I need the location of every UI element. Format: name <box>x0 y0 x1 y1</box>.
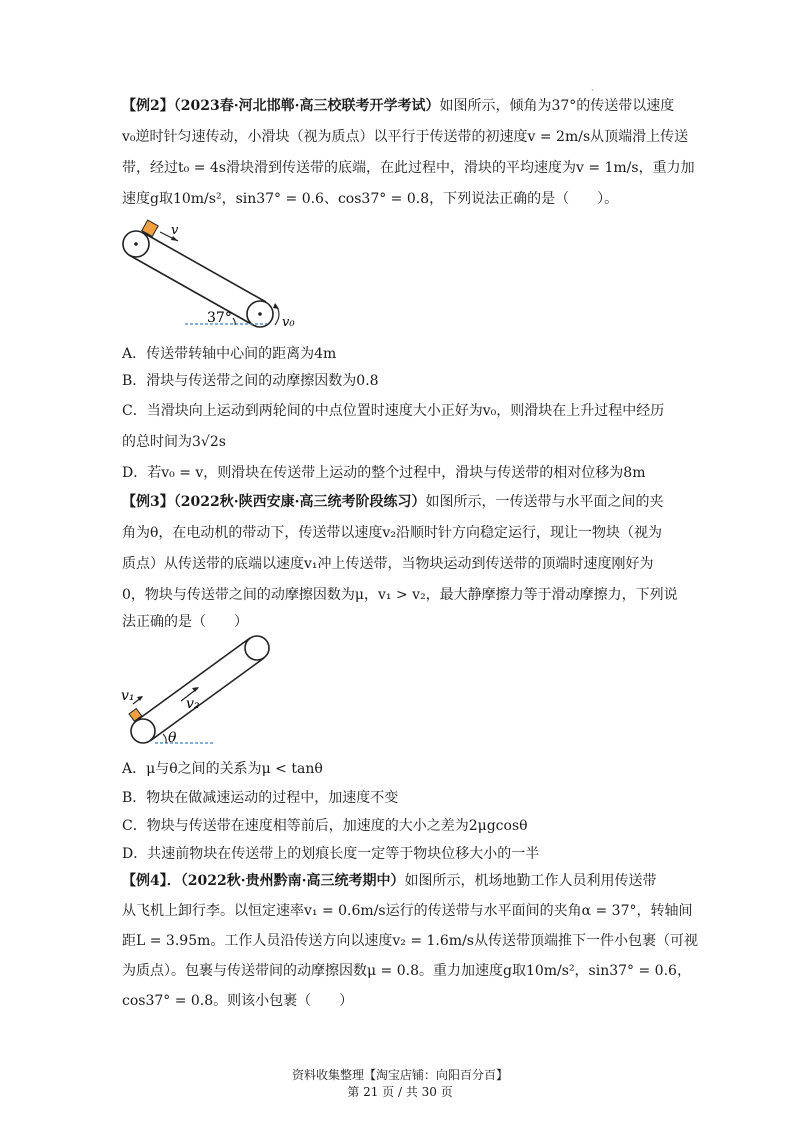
ex4-line-3: 距L = 3.95m。工作人员沿传送方向以速度v₂ = 1.6m/s从传送带顶端推下一件小包裹（可视 <box>122 933 698 949</box>
footer-page-number: 第 21 页 / 共 30 页 <box>347 1085 453 1099</box>
ex2-option-b: B．滑块与传送带之间的动摩擦因数为0.8 <box>122 373 379 389</box>
ex3-label-v2: v₂ <box>186 696 200 712</box>
ex2-line-1 <box>122 97 674 115</box>
ex2-label-angle: 37° <box>207 310 232 326</box>
ex2-label-v0: v₀ <box>282 315 295 330</box>
ex4-line-5: cos37° = 0.8。则该小包裹（ ） <box>122 993 354 1009</box>
ex3-line-2: 角为θ，在电动机的带动下，传送带以速度v₂沿顺时针方向稳定运行，现让一物块（视为 <box>122 525 662 541</box>
ex2-line-4: 速度g取10m/s²，sin37° = 0.6、cos37° = 0.8，下列说法正确的是（ ）。 <box>122 191 619 207</box>
ex2-rotation-arrowhead <box>273 303 279 309</box>
ex2-text-1: 如图所示，倾角为37°的传送带以速度 <box>439 98 675 114</box>
ex3-option-a: A．μ与θ之间的关系为μ < tanθ <box>122 761 323 777</box>
ex2-option-d: D．若v₀ = v，则滑块在传送带上运动的整个过程中，滑块与传送带的相对位移为8m <box>122 465 646 481</box>
ex2-line-3: 带，经过t₀ = 4s滑块滑到传送带的底端，在此过程中，滑块的平均速度为v = 1m/s，重力加 <box>122 160 695 176</box>
ex3-line-3: 质点）从传送带的底端以速度v₁冲上传送带，当物块运动到传送带的顶端时速度刚好为 <box>122 556 654 572</box>
ex3-label-theta: θ <box>168 730 177 746</box>
ex2-line-2: v₀逆时针匀速传动，小滑块（视为质点）以平行于传送带的初速度v = 2m/s从顶端滑上传送 <box>122 129 689 145</box>
ex2-angle-arc <box>233 318 235 325</box>
ex2-option-c-line-1: C．当滑块向上运动到两轮间的中点位置时速度大小正好为v₀，则滑块在上升过程中经历 <box>122 403 665 419</box>
ex3-line-1 <box>122 493 663 511</box>
speck: · <box>591 86 594 95</box>
ex3-line-4: 0，物块与传送带之间的动摩擦因数为μ，v₁ > v₂，最大静摩擦力等于滑动摩擦力，下列说 <box>122 587 678 603</box>
ex2-belt-bottom <box>129 255 253 325</box>
ex3-label-v1: v₁ <box>121 688 135 704</box>
ex3-heading: 【例3】（2022秋·陕西安康·高三统考阶段练习） <box>122 494 426 510</box>
ex4-line-1 <box>122 872 656 890</box>
ex3-belt-bottom <box>150 658 264 741</box>
ex3-conveyor-figure <box>115 630 285 750</box>
ex2-heading: 【例2】（2023春·河北邯郸·高三校联考开学考试） <box>122 98 440 114</box>
ex2-label-v: v <box>171 223 179 238</box>
footer-source: 资料收集整理【淘宝店铺：向阳百分百】 <box>291 1068 508 1082</box>
ex4-line-2: 从飞机上卸行李。以恒定速率v₁ = 0.6m/s运行的传送带与水平面间的夹角α = 37°，转轴间 <box>122 903 693 919</box>
ex3-text-1: 如图所示，一传送带与水平面之间的夹 <box>425 494 664 510</box>
ex4-heading: 【例4】．（2022秋·贵州黔南·高三统考期中） <box>122 873 405 889</box>
ex3-option-c: C．物块与传送带在速度相等前后，加速度的大小之差为2μgcosθ <box>122 818 528 834</box>
ex3-angle-arc <box>163 734 166 743</box>
ex2-conveyor-figure <box>115 218 315 336</box>
ex4-line-4: 为质点）。包裹与传送带间的动摩擦因数μ = 0.8。重力加速度g取10m/s²，sin37° = 0.6， <box>122 963 691 979</box>
ex3-line-5: 法正确的是（ ） <box>122 614 248 630</box>
ex2-bottom-pulley-center <box>258 312 262 316</box>
ex2-top-pulley-center <box>134 242 138 246</box>
ex3-option-b: B．物块在做减速运动的过程中，加速度不变 <box>122 790 399 806</box>
ex2-belt-top <box>142 232 266 302</box>
ex2-option-a: A．传送带转轴中心间的距离为4m <box>122 346 337 362</box>
ex2-option-c-line-2: 的总时间为3√2s <box>122 434 226 450</box>
ex4-text-1: 如图所示，机场地勤工作人员利用传送带 <box>404 873 657 889</box>
ex3-option-d: D．共速前物块在传送带上的划痕长度一定等于物块位移大小的一半 <box>122 846 540 862</box>
